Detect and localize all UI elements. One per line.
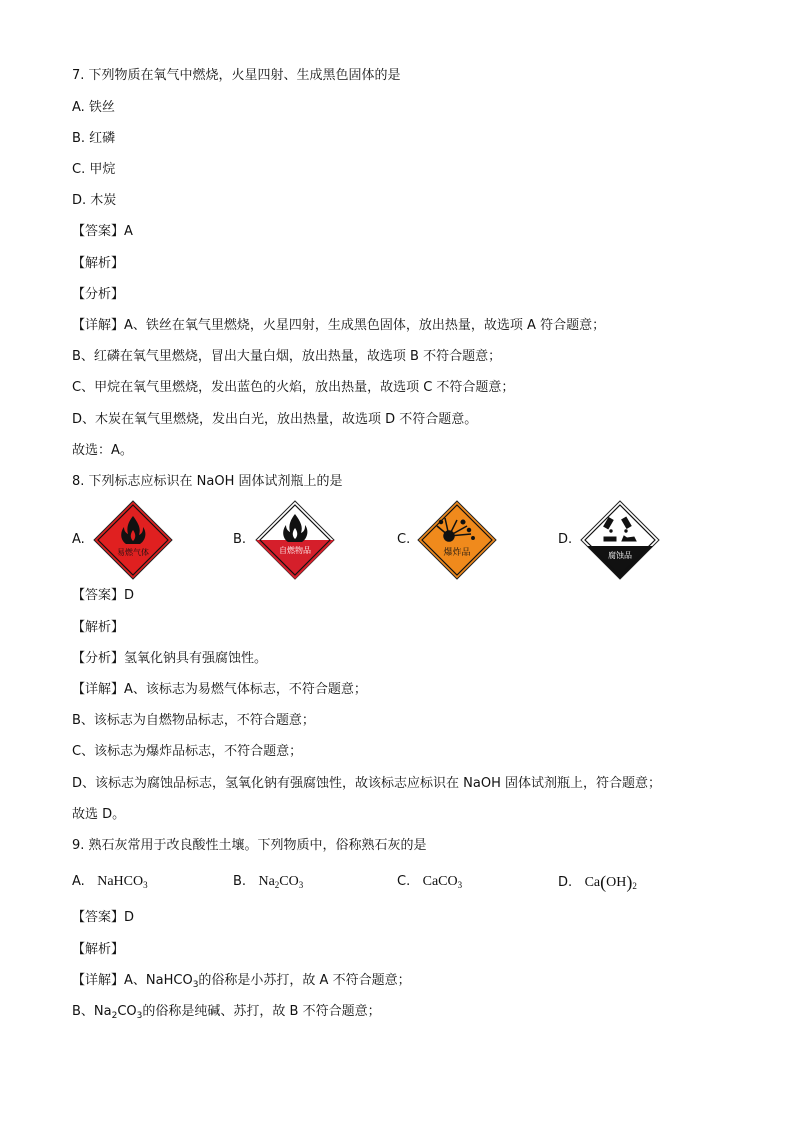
detail-label: 【详解】 [72, 318, 125, 333]
q8-conclusion: 故选 D。 [72, 807, 126, 822]
answer-value: A [124, 224, 133, 239]
detail-label: 【详解】 [72, 682, 125, 697]
formula-caoh2: $Ca(OH)_2$ [584, 872, 637, 892]
q7-option-b: B. 红磷 [72, 131, 116, 146]
answer-label: 【答案】 [72, 910, 125, 925]
q8-sign-d [580, 500, 660, 580]
sign-label: 易燃气体 [117, 548, 149, 557]
option-letter: D. [558, 875, 573, 890]
q7-answer [72, 223, 133, 241]
answer-value: D [124, 588, 135, 603]
formula-caco3: CaCO$_3$ [422, 874, 463, 890]
answer-value: D [124, 910, 135, 925]
option-letter: A. [72, 874, 85, 889]
q7-detail-d: D、木炭在氧气里燃烧，发出白光，放出热量，故选项 D 不符合题意。 [72, 412, 478, 427]
fenxi-label: 【分析】 [72, 651, 125, 666]
detail-text: A、铁丝在氧气里燃烧，火星四射，生成黑色固体，放出热量，故选项 A 符合题意； [124, 318, 606, 333]
q8-detail-d: D、该标志为腐蚀品标志，氢氧化钠有强腐蚀性，故该标志应标识在 NaOH 固体试剂瓶上，符合题意； [72, 776, 661, 791]
q7-detail-c: C、甲烷在氧气里燃烧，发出蓝色的火焰，放出热量，故选项 C 不符合题意； [72, 380, 515, 395]
q8-answer [72, 587, 134, 605]
corrosive-sign [580, 500, 660, 580]
q7-detail-b: B、红磷在氧气里燃烧，冒出大量白烟，放出热量，故选项 B 不符合题意； [72, 349, 502, 364]
q9-option-d [558, 873, 637, 895]
q9-option-c [397, 873, 462, 894]
answer-label: 【答案】 [72, 588, 125, 603]
option-letter: B. [233, 874, 247, 889]
sign-label: 自燃物品 [279, 546, 311, 555]
option-letter: C. [397, 874, 411, 889]
q8-option-b-letter: B. [233, 532, 247, 547]
q7-analysis-label: 【解析】 [72, 256, 125, 271]
sign-label: 爆炸品 [443, 548, 471, 558]
q9-stem: 9. 熟石灰常用于改良酸性土壤。下列物质中，俗称熟石灰的是 [72, 838, 427, 853]
q8-detail-c: C、该标志为爆炸品标志，不符合题意； [72, 744, 303, 759]
flammable-gas-sign [93, 500, 173, 580]
detail-label: 【详解】 [72, 973, 125, 988]
detail-text: A、该标志为易燃气体标志，不符合题意； [124, 682, 367, 697]
spontaneous-combustion-sign [255, 500, 335, 580]
formula-nahco3: NaHCO$_3$ [97, 874, 148, 890]
explosive-sign [417, 500, 497, 580]
q9-detail-b: B、$Na_2CO_3$的俗称是纯碱、苏打，故 B 不符合题意； [72, 1004, 381, 1021]
q7-conclusion: 故选：A。 [72, 443, 133, 458]
q8-sign-a [93, 500, 173, 580]
q9-answer [72, 909, 134, 927]
q8-option-a-letter: A. [72, 532, 85, 547]
q8-detail-a [72, 681, 367, 699]
q8-stem: 8. 下列标志应标识在 NaOH 固体试剂瓶上的是 [72, 474, 343, 489]
q8-analysis-label: 【解析】 [72, 620, 125, 635]
answer-label: 【答案】 [72, 224, 125, 239]
q7-fenxi-label: 【分析】 [72, 287, 125, 302]
q8-fenxi [72, 650, 267, 668]
q7-detail-a [72, 317, 605, 335]
q8-detail-b: B、该标志为自燃物品标志，不符合题意； [72, 713, 315, 728]
q9-option-a [72, 873, 148, 894]
q8-sign-c [417, 500, 497, 580]
q8-option-c-letter: C. [397, 532, 411, 547]
q7-option-d: D. 木炭 [72, 193, 117, 208]
q8-option-d-letter: D. [558, 532, 573, 547]
sign-label: 腐蚀品 [608, 551, 632, 560]
q9-analysis-label: 【解析】 [72, 942, 125, 957]
fenxi-text: 氢氧化钠具有强腐蚀性。 [124, 651, 268, 666]
q8-sign-b [255, 500, 335, 580]
formula-na2co3: $Na_2CO_3$ [258, 874, 304, 890]
q7-option-a: A. 铁丝 [72, 100, 115, 115]
q7-option-c: C. 甲烷 [72, 162, 116, 177]
q9-option-b [233, 873, 303, 894]
q9-detail-a: 【详解】A、NaHCO$_3$的俗称是小苏打，故 A 不符合题意； [72, 973, 411, 990]
q7-stem: 7. 下列物质在氧气中燃烧，火星四射、生成黑色固体的是 [72, 68, 401, 83]
